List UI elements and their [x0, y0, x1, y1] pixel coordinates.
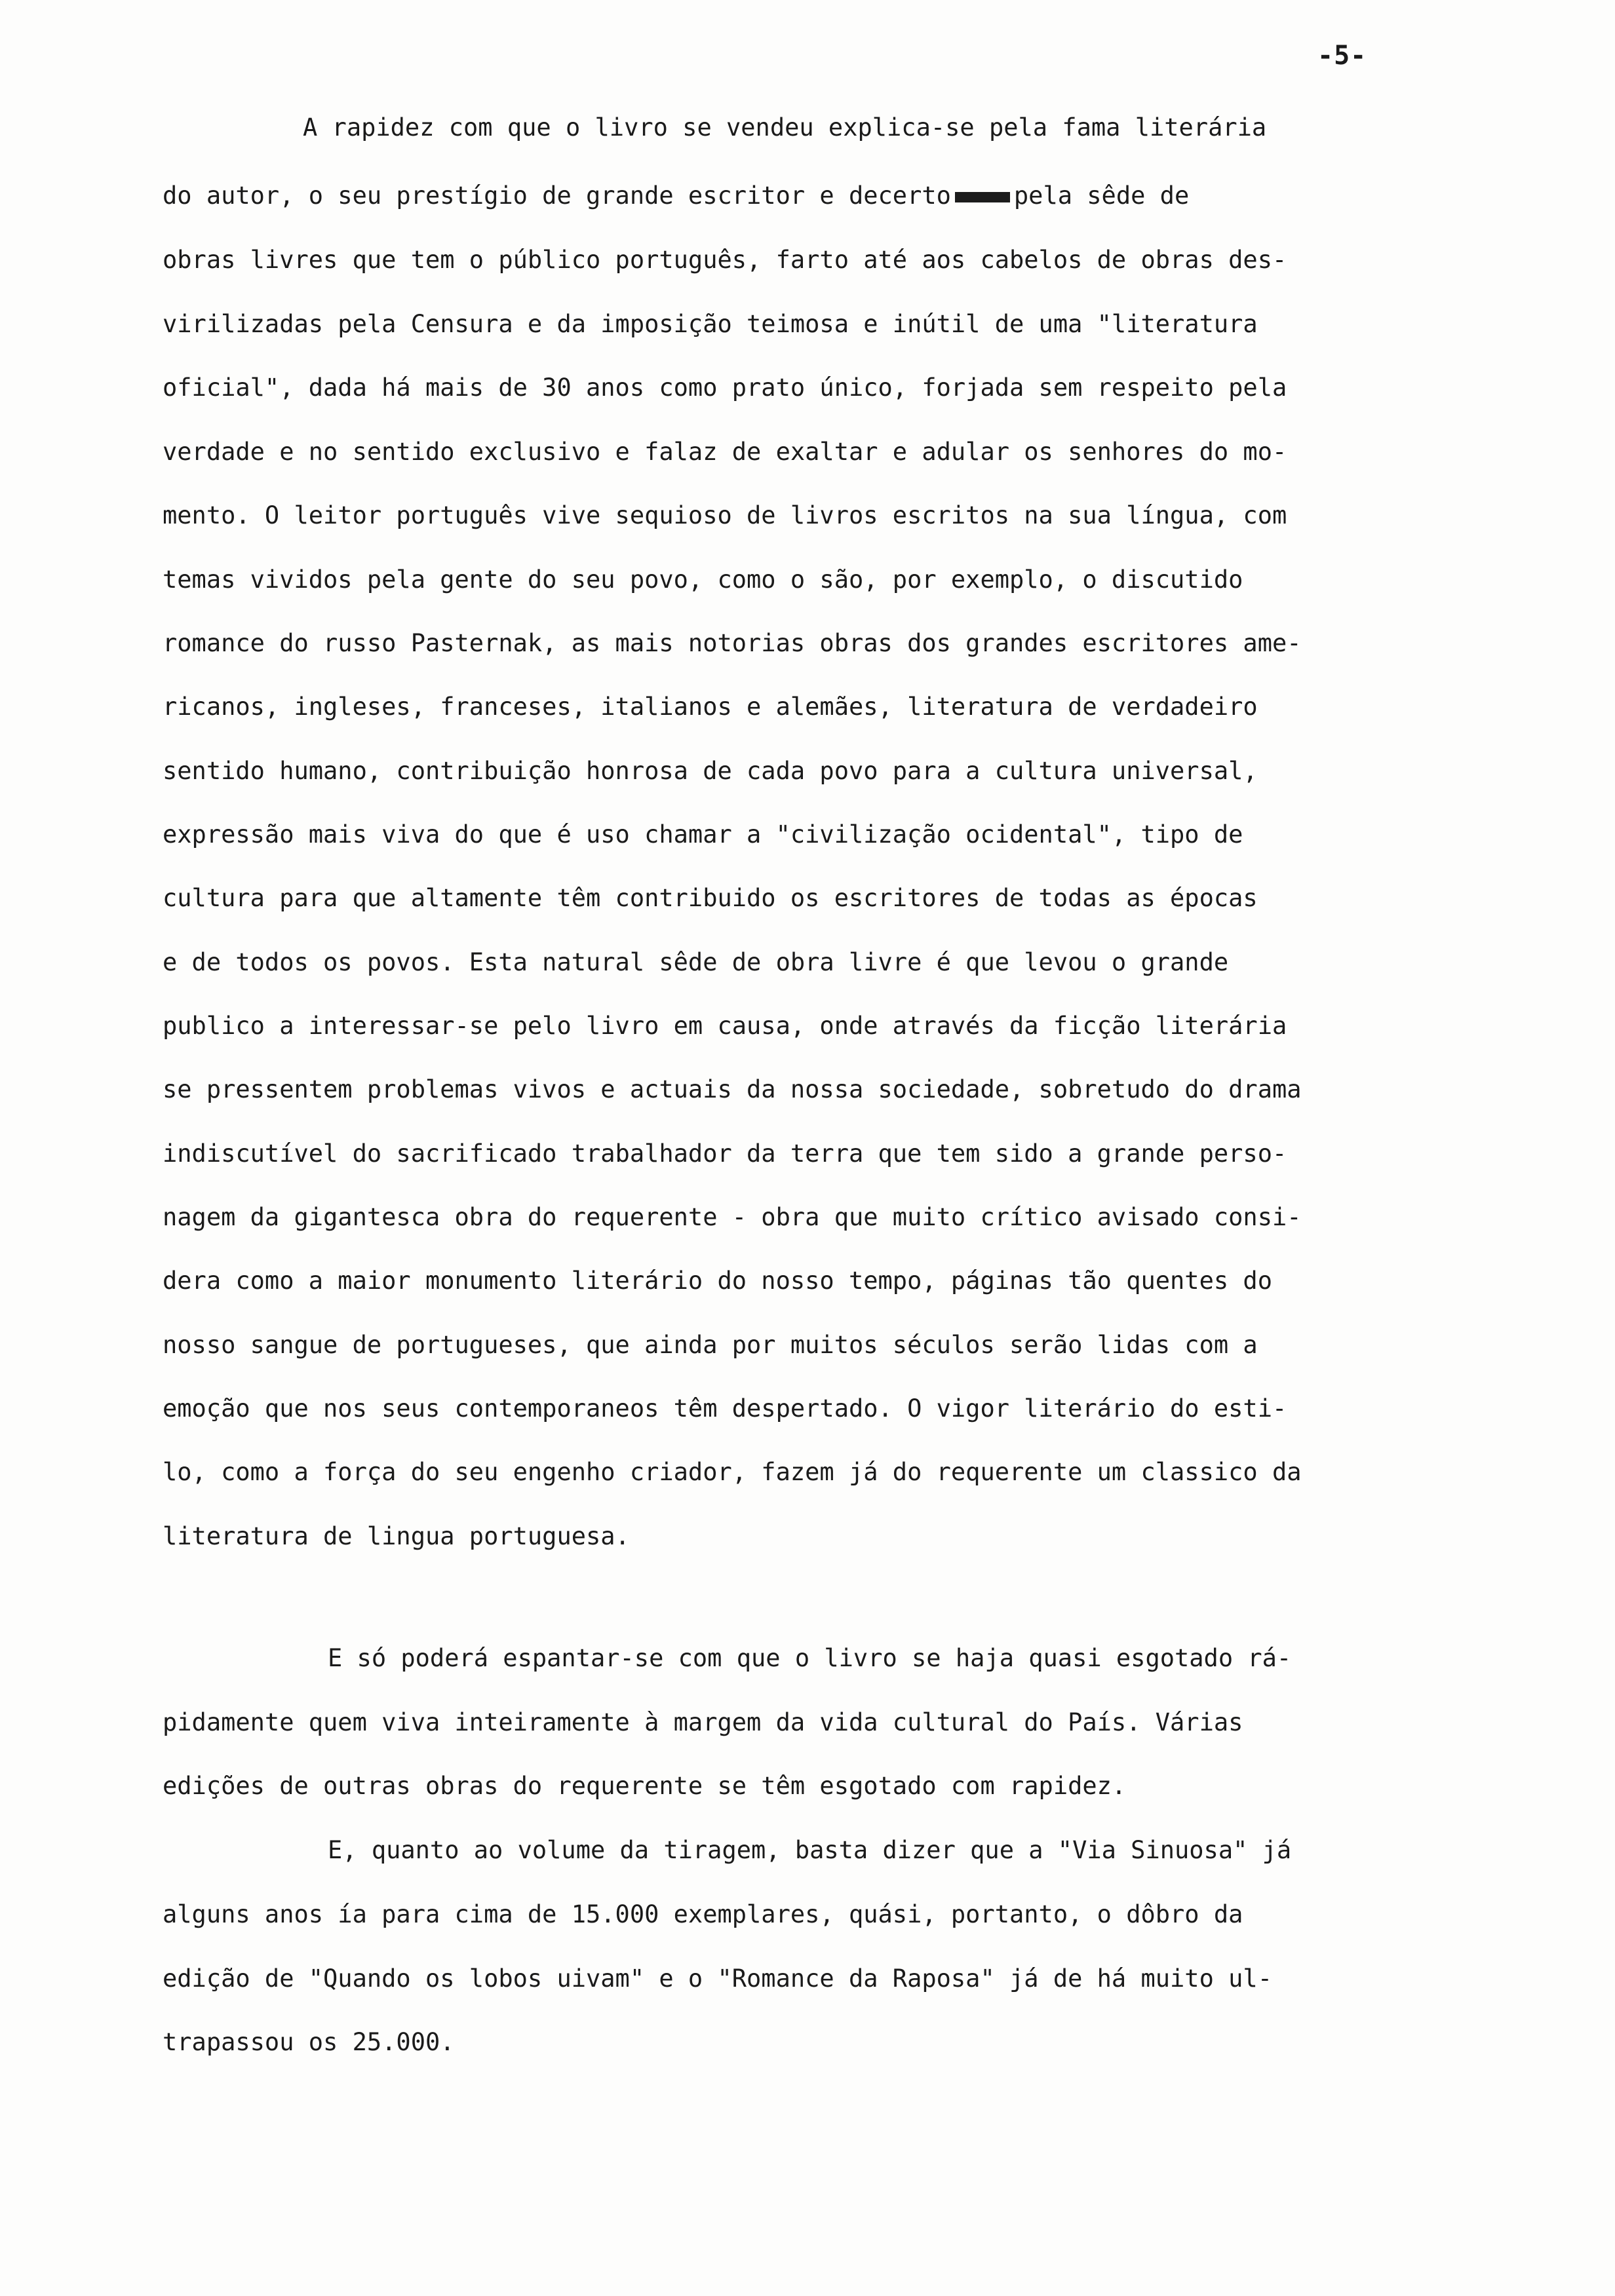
paragraph-1-line-2	[163, 183, 1189, 208]
paragraph-1-line-9: romance do russo Pasternak, as mais notorias obras dos grandes escritores ame-	[163, 629, 1302, 657]
paragraph-1-line-22: lo, como a força do seu engenho criador, fazem já do requerente um classico da	[163, 1458, 1302, 1486]
paragraph-1-line-3: obras livres que tem o público português, farto até aos cabelos de obras des-	[163, 246, 1287, 274]
paragraph-1-line-18: nagem da gigantesca obra do requerente - obra que muito crítico avisado consi-	[163, 1203, 1302, 1231]
paragraph-1-line-16: se pressentem problemas vivos e actuais da nossa sociedade, sobretudo do drama	[163, 1075, 1302, 1103]
paragraph-1-line-1: A rapidez com que o livro se vendeu explica-se pela fama literária	[303, 113, 1267, 142]
paragraph-1-line-15: publico a interessar-se pelo livro em causa, onde através da ficção literária	[163, 1012, 1287, 1040]
paragraph-1-line-7: mento. O leitor português vive sequioso de livros escritos na sua língua, com	[163, 501, 1287, 529]
paragraph-1-line-20: nosso sangue de portugueses, que ainda por muitos séculos serão lidas com a	[163, 1331, 1258, 1359]
paragraph-1-line-14: e de todos os povos. Esta natural sêde de obra livre é que levou o grande	[163, 948, 1229, 976]
paragraph-3-line-4: trapassou os 25.000.	[163, 2028, 455, 2056]
page-number: -5-	[1317, 41, 1367, 71]
paragraph-1-line-8: temas vividos pela gente do seu povo, como o são, por exemplo, o discutido	[163, 565, 1243, 594]
paragraph-1-line-12: expressão mais viva do que é uso chamar a "civilização ocidental", tipo de	[163, 820, 1243, 849]
paragraph-3-line-1: E, quanto ao volume da tiragem, basta dizer que a "Via Sinuosa" já	[328, 1836, 1292, 1864]
paragraph-1-line-2-text: do autor, o seu prestígio de grande escritor e decerto	[163, 182, 951, 210]
paragraph-1-line-23: literatura de lingua portuguesa.	[163, 1522, 630, 1550]
paragraph-1-line-17: indiscutível do sacrificado trabalhador da terra que tem sido a grande perso-	[163, 1139, 1287, 1168]
paragraph-1-line-13: cultura para que altamente têm contribuido os escritores de todas as épocas	[163, 884, 1258, 912]
paragraph-1-line-10: ricanos, ingleses, franceses, italianos e alemães, literatura de verdadeiro	[163, 693, 1258, 721]
strikeout-mark	[955, 192, 1010, 202]
paragraph-1-line-2-tail: pela sêde de	[1013, 182, 1190, 210]
paragraph-1-line-19: dera como a maior monumento literário do nosso tempo, páginas tão quentes do	[163, 1267, 1272, 1295]
paragraph-1-line-11: sentido humano, contribuição honrosa de cada povo para a cultura universal,	[163, 757, 1258, 785]
paragraph-1-line-6: verdade e no sentido exclusivo e falaz de exaltar e adular os senhores do mo-	[163, 438, 1287, 466]
paragraph-2-line-1: E só poderá espantar-se com que o livro se haja quasi esgotado rá-	[328, 1644, 1292, 1672]
paragraph-1-line-5: oficial", dada há mais de 30 anos como prato único, forjada sem respeito pela	[163, 373, 1287, 402]
paragraph-3-line-2: alguns anos ía para cima de 15.000 exemplares, quási, portanto, o dôbro da	[163, 1900, 1243, 1928]
paragraph-1-line-21: emoção que nos seus contemporaneos têm despertado. O vigor literário do esti-	[163, 1394, 1287, 1423]
paragraph-2-line-3: edições de outras obras do requerente se têm esgotado com rapidez.	[163, 1772, 1127, 1800]
paragraph-3-line-3: edição de "Quando os lobos uivam" e o "Romance da Raposa" já de há muito ul-	[163, 1964, 1272, 1993]
paragraph-2-line-2: pidamente quem viva inteiramente à margem da vida cultural do País. Várias	[163, 1708, 1243, 1736]
paragraph-1-line-4: virilizadas pela Censura e da imposição teimosa e inútil de uma "literatura	[163, 310, 1258, 338]
